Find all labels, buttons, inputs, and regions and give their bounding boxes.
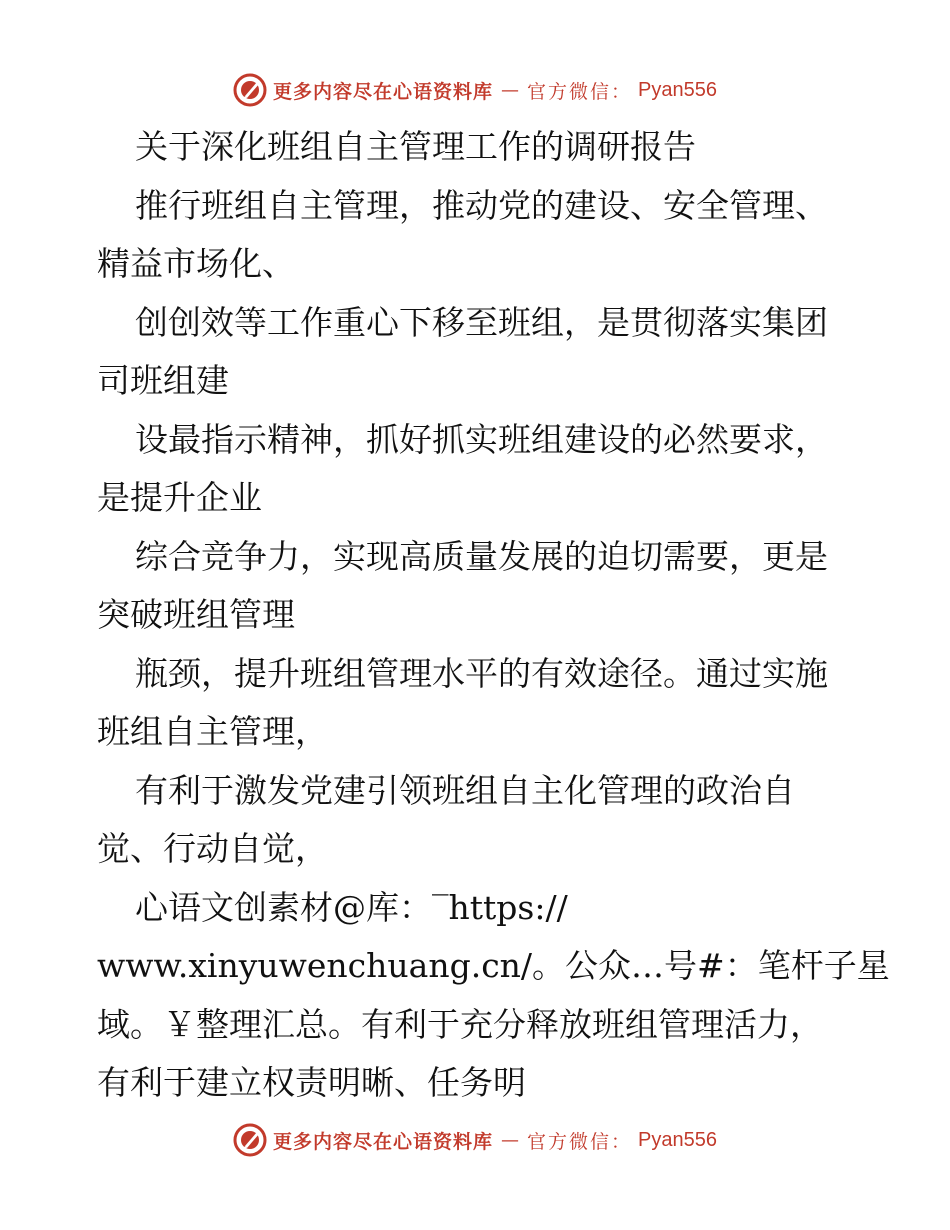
document-body — [97, 118, 890, 1113]
banner-brand: 更多内容尽在心语资料库 — [273, 1130, 494, 1153]
paragraph-line: 设最指示精神，抓好抓实班组建设的必然要求， — [135, 419, 828, 459]
header-banner — [0, 70, 950, 110]
paragraph-line: www.xinyuwenchuang.cn/。公众…号#：笔杆子星 — [97, 946, 890, 985]
paragraph-line: 推行班组自主管理，推动党的建设、安全管理、 — [135, 185, 828, 225]
paragraph-line: 班组自主管理， — [97, 712, 328, 751]
footer-banner — [0, 1120, 950, 1160]
logo-icon — [233, 1123, 267, 1157]
document-title: 关于深化班组自主管理工作的调研报告 — [135, 127, 696, 166]
paragraph-line: 有利于建立权责明晰、任务明 — [97, 1063, 526, 1102]
banner-official-label: 官方微信： — [527, 1130, 633, 1153]
paragraph-line: 突破班组管理 — [97, 595, 295, 634]
banner-brand: 更多内容尽在心语资料库 — [273, 80, 494, 103]
paragraph-line: 精益市场化、 — [97, 244, 295, 283]
paragraph-line: 是提升企业 — [97, 478, 262, 517]
paragraph-line: 综合竞争力，实现高质量发展的迫切需要，更是 — [135, 536, 828, 576]
paragraph-line: 心语文创素材@库：‾https:// — [135, 887, 568, 927]
paragraph-line: 创创效等工作重心下移至班组，是贯彻落实集团 — [135, 302, 828, 342]
paragraph-line: 觉、行动自觉， — [97, 829, 328, 868]
paragraph-line: 域。￥整理汇总。有利于充分释放班组管理活力， — [97, 1004, 823, 1044]
paragraph-line: 有利于激发党建引领班组自主化管理的政治自 — [135, 770, 795, 810]
banner-dash: — — [501, 1129, 520, 1151]
banner-wechat-handle: Pyan556 — [638, 78, 717, 101]
paragraph-line: 瓶颈，提升班组管理水平的有效途径。通过实施 — [135, 653, 828, 693]
banner-dash: — — [501, 79, 520, 101]
paragraph-line: 司班组建 — [97, 361, 229, 400]
banner-official-label: 官方微信： — [527, 80, 633, 103]
logo-icon — [233, 73, 267, 107]
banner-wechat-handle: Pyan556 — [638, 1128, 717, 1151]
